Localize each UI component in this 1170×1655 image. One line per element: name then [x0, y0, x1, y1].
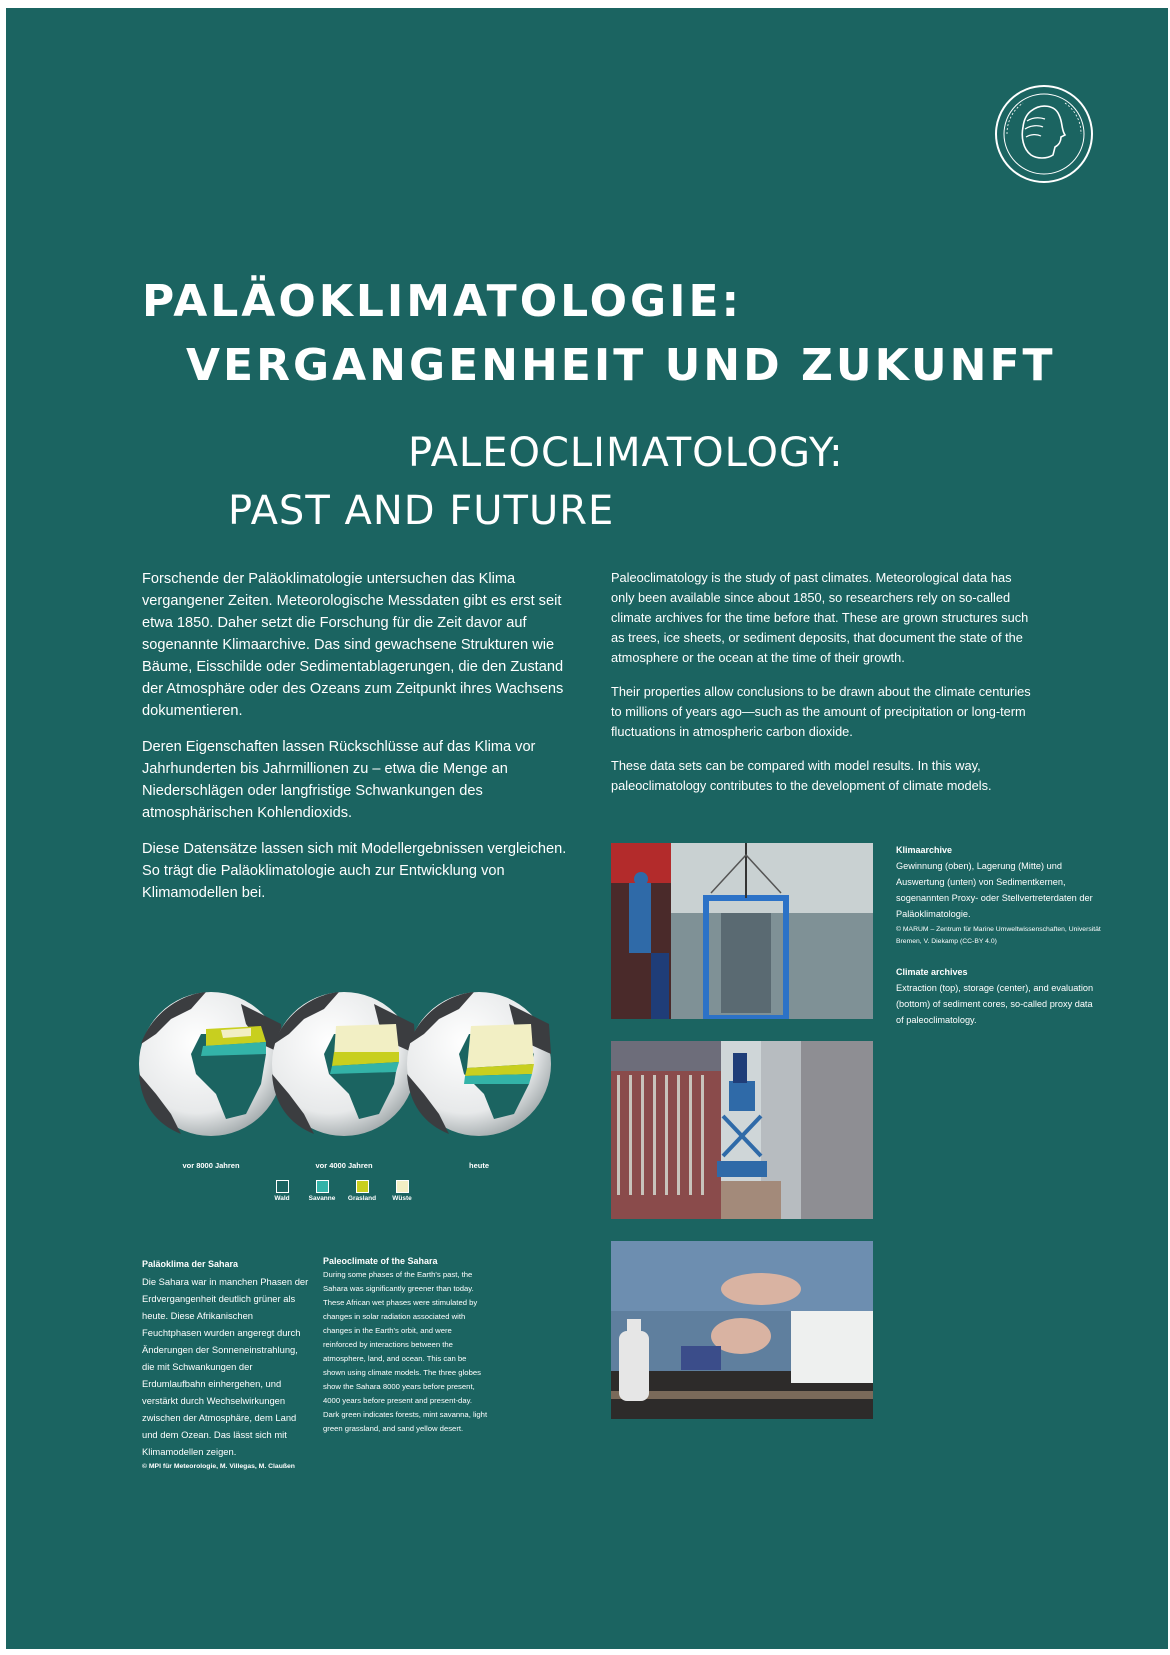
poster	[6, 8, 1168, 1649]
intro-german	[142, 568, 582, 918]
legend-swatch	[316, 1180, 329, 1193]
title-german	[142, 270, 1056, 398]
sahara-de-title: Paläoklima der Sahara	[142, 1259, 239, 1269]
globe-8000	[139, 992, 283, 1136]
photo-core-extraction	[611, 843, 873, 1019]
legend-swatch	[276, 1180, 289, 1193]
legend-item-grassland	[342, 1180, 382, 1202]
caption-text-en: Extraction (top), storage (center), and evaluation (bottom) of sediment cores, so-called proxy data of paleoclimatology.	[896, 983, 1094, 1025]
legend-item-forest	[262, 1180, 302, 1202]
globe-label-8000: vor 8000 Jahren	[182, 1161, 240, 1170]
globe-4000	[272, 992, 416, 1136]
legend-label: Savanne	[308, 1195, 336, 1202]
intro-de-paragraph: Deren Eigenschaften lassen Rückschlüsse auf das Klima vor Jahrhunderten bis Jahrmillionen zu – etwa die Menge an Niederschlägen oder langfristige Schwankungen des atmosphärischen Kohlendioxids.	[142, 739, 536, 821]
intro-en-paragraph: These data sets can be compared with model results. In this way, paleoclimatology contributes to the development of climate models.	[611, 758, 992, 793]
legend-item-desert	[382, 1180, 422, 1202]
caption-credit: © MARUM – Zentrum für Marine Umweltwissenschaften, Universität Bremen, V. Diekamp (CC-BY 4.0)	[896, 926, 1101, 945]
legend-label: Grasland	[347, 1195, 377, 1202]
intro-en-paragraph: Their properties allow conclusions to be drawn about the climate centuries to millions of years ago—such as the amount of precipitation or long-term fluctuations in atmospheric carbon dioxide.	[611, 684, 1031, 739]
sahara-en-text: During some phases of the Earth's past, the Sahara was significantly greener than today. These African wet phases were stimulated by changes in solar radiation associated with changes in the Earth's orbit, and were reinforced by interactions between the atmosphere, land, and ocean. This can be shown using climate models. The three globes show the Sahara 8000 years before present, 4000 years before present and present-day. Dark green indicates forests, mint savanna, light green grassland, and sand yellow desert.	[323, 1270, 488, 1433]
legend-label: Wüste	[392, 1195, 412, 1202]
legend-swatch	[356, 1180, 369, 1193]
photo-core-evaluation	[611, 1241, 873, 1419]
caption-text-de: Gewinnung (oben), Lagerung (Mitte) und Auswertung (unten) von Sedimentkernen, sogenannten Proxy- oder Stellvertreterdaten der Paläoklimatologie.	[896, 861, 1093, 919]
caption-title-en: Climate archives	[896, 967, 968, 977]
globe-label-4000: vor 4000 Jahren	[315, 1161, 373, 1170]
globe-label-today: heute	[468, 1161, 489, 1170]
sahara-de-credit: © MPI für Meteorologie, M. Villegas, M. Claußen	[142, 1463, 295, 1470]
globe-today	[407, 992, 551, 1136]
photo-caption	[896, 842, 1101, 1028]
title-en-line1: PALEOCLIMATOLOGY:	[408, 430, 844, 476]
title-de-line2: VERGANGENHEIT UND ZUKUNFT	[186, 340, 1056, 391]
legend-label: Wald	[274, 1195, 290, 1202]
minerva-head-icon	[993, 83, 1095, 185]
sahara-en-title: Paleoclimate of the Sahara	[323, 1256, 438, 1266]
intro-en-paragraph: Paleoclimatology is the study of past climates. Meteorological data has only been available since about 1850, so researchers rely on so-called climate archives for the time before that. These are grown structures such as trees, ice sheets, or sediment deposits, that document the state of the atmosphere or the ocean at the time of their growth.	[611, 570, 1029, 665]
caption-title-de: Klimaarchive	[896, 845, 953, 855]
title-en-line2: PAST AND FUTURE	[228, 488, 615, 534]
title-de-line1: PALÄOKLIMATOLOGIE:	[142, 276, 743, 327]
title-english	[228, 424, 844, 540]
intro-english	[611, 568, 1031, 810]
intro-de-paragraph: Diese Datensätze lassen sich mit Modellergebnissen vergleichen. So trägt die Paläoklimatologie auch zur Entwicklung von Klimamodellen bei.	[142, 841, 567, 901]
photo-core-storage	[611, 1041, 873, 1219]
sahara-caption-english	[323, 1254, 488, 1436]
sahara-de-text: Die Sahara war in manchen Phasen der Erdvergangenheit deutlich grüner als heute. Diese Afrikanischen Feuchtphasen wurden angeregt durch Änderungen der Sonneneinstrahlung, die mit Schwankungen der Erdumlaufbahn einhergehen, und verstärkt durch Wechselwirkungen zwischen der Atmosphäre, dem Land und dem Ozean. Das lässt sich mit Klimamodellen zeigen.	[142, 1276, 309, 1457]
sahara-caption-german	[142, 1256, 312, 1473]
intro-de-paragraph: Forschende der Paläoklimatologie untersuchen das Klima vergangener Zeiten. Meteorologische Messdaten gibt es erst seit etwa 1850. Daher setzt die Forschung für die Zeit davor auf sogenannte Klimaarchive. Das sind gewachsene Strukturen wie Bäume, Eisschilde oder Sedimentablagerungen, die den Zustand der Atmosphäre oder des Ozeans zum Zeitpunkt ihres Wachsens dokumentieren.	[142, 571, 564, 719]
legend-item-savanna	[302, 1180, 342, 1202]
sahara-globes	[139, 986, 559, 1144]
legend-swatch	[396, 1180, 409, 1193]
